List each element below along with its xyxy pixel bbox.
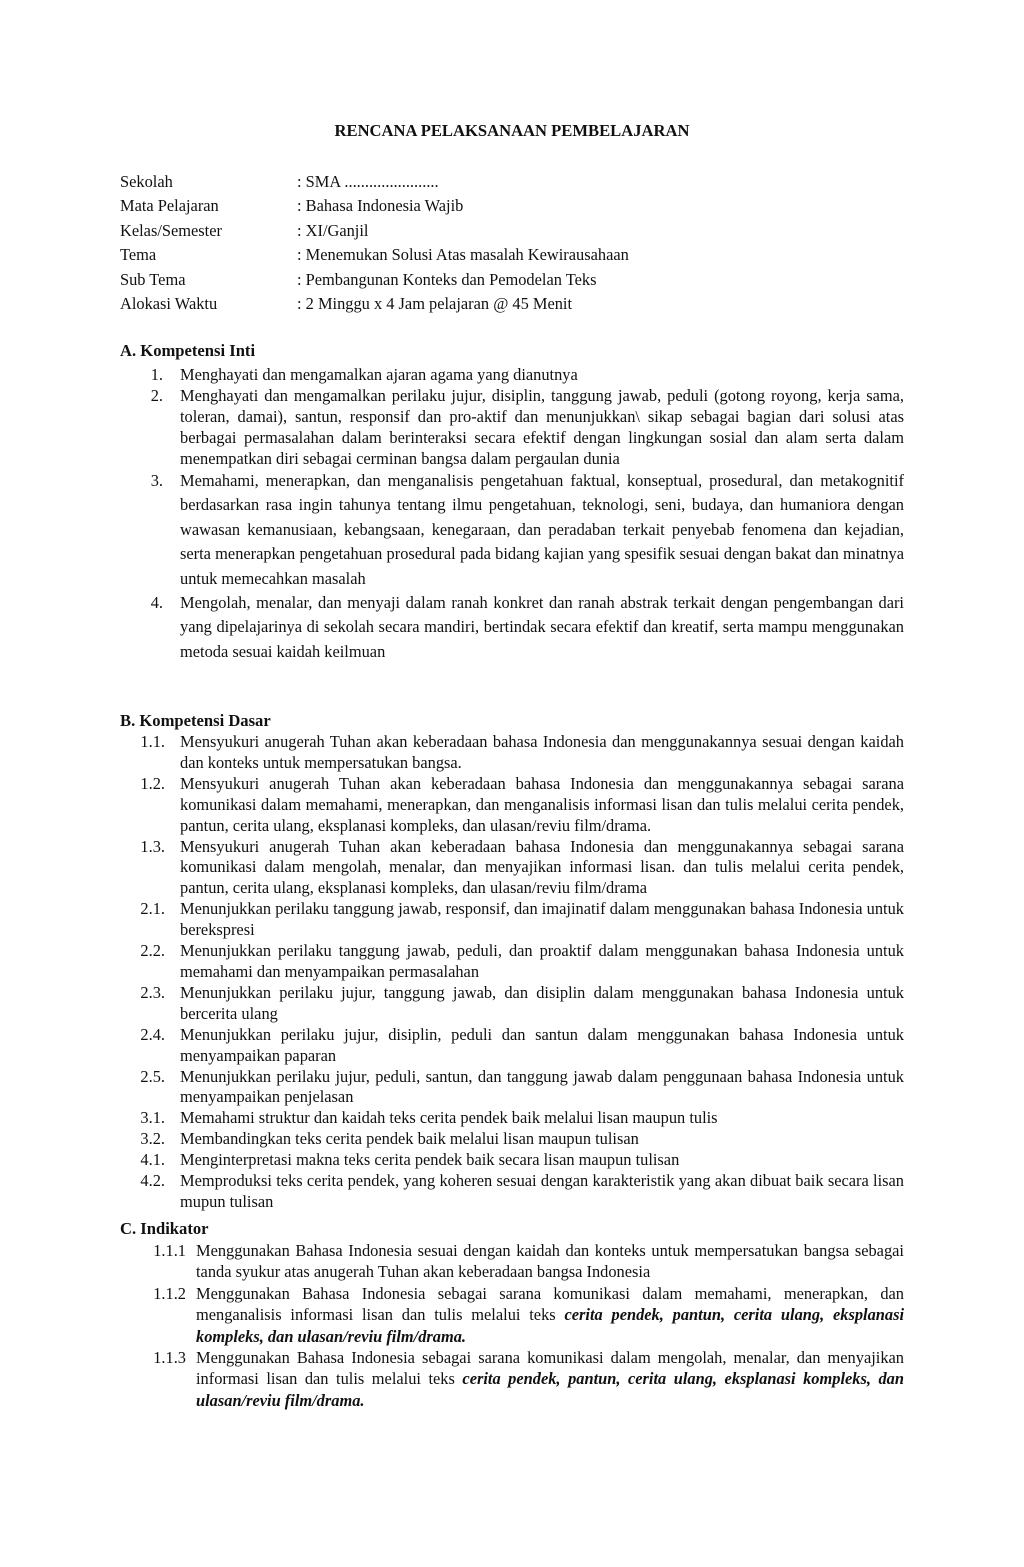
document-title: RENCANA PELAKSANAAN PEMBELAJARAN: [334, 121, 690, 140]
meta-row-sekolah: [120, 170, 629, 194]
list-item: [120, 899, 904, 941]
item-text: Memproduksi teks cerita pendek, yang koheren sesuai dengan karakteristik yang akan dibuat baik secara lisan mupun tulisan: [180, 1171, 904, 1211]
item-text: Menunjukkan perilaku tanggung jawab, responsif, dan imajinatif dalam menggunakan bahasa Indonesia untuk berekspresi: [180, 899, 904, 940]
item-number: 1.1.1: [153, 1241, 186, 1260]
list-item: [120, 1347, 904, 1411]
item-text: Memahami struktur dan kaidah teks cerita pendek baik melalui lisan maupun tulis: [180, 1108, 718, 1128]
meta-value: : XI/Ganjil: [297, 220, 369, 240]
item-text: Mensyukuri anugerah Tuhan akan keberadaan bahasa Indonesia dan menggunakannya sebagai sarana komunikasi dalam memahami, menerapkan, dan menganalisis informasi lisan dan tulis melalui cerita pendek, pantun, cerita ulang, eksplanasi kompleks, dan ulasan/reviu film/drama.: [180, 773, 904, 835]
list-item: [120, 1108, 904, 1129]
item-text: Mengolah, menalar, dan menyaji dalam ranah konkret dan ranah abstrak terkait dengan pengembangan dari yang dipelajarinya di sekolah secara mandiri, bertindak secara efektif dan kreatif, serta mampu menggunakan metoda sesuai kaidah keilmuan: [180, 593, 904, 661]
meta-row-alokasi-waktu: [120, 292, 629, 316]
meta-row-kelas-semester: [120, 219, 629, 243]
meta-label: Sekolah: [120, 172, 173, 191]
meta-label: Mata Pelajaran: [120, 196, 219, 216]
item-text: [196, 1240, 904, 1283]
list-item: [120, 364, 904, 385]
item-number: 1.1.2: [153, 1283, 186, 1303]
indikator-list: [120, 1240, 904, 1411]
section-heading-kompetensi-inti: A. Kompetensi Inti: [120, 341, 256, 360]
identity-table: [120, 170, 629, 316]
meta-value: : Bahasa Indonesia Wajib: [297, 196, 464, 216]
meta-label: Kelas/Semester: [120, 220, 222, 240]
item-text: Menunjukkan perilaku tanggung jawab, peduli, dan proaktif dalam menggunakan bahasa Indonesia untuk memahami dan menyampaikan permasalahan: [180, 941, 904, 981]
section-heading-kompetensi-dasar: B. Kompetensi Dasar: [120, 711, 271, 730]
item-text-plain: Menggunakan Bahasa Indonesia sebagai sarana komunikasi dalam mengolah, menalar, dan menyajikan informasi lisan dan tulis melalui teks: [196, 1348, 904, 1389]
item-number: 1.3.: [140, 836, 165, 856]
item-number: 4.: [150, 593, 163, 613]
meta-value: : Pembangunan Konteks dan Pemodelan Teks: [297, 269, 597, 289]
list-item: [120, 385, 904, 469]
meta-row-sub-tema: [120, 268, 629, 292]
item-number: 3.1.: [140, 1108, 165, 1128]
list-item: [120, 983, 904, 1025]
list-item: [120, 591, 904, 664]
meta-label: Sub Tema: [120, 269, 186, 289]
list-item: [120, 774, 904, 837]
kompetensi-dasar-list: [120, 732, 904, 1213]
item-text-emphasis: cerita pendek, pantun, cerita ulang, eksplanasi kompleks, dan ulasan/reviu film/drama.: [196, 1305, 905, 1346]
item-text: Menunjukkan perilaku jujur, tanggung jawab, dan disiplin dalam menggunakan bahasa Indonesia untuk bercerita ulang: [180, 982, 904, 1023]
item-number: 4.2.: [140, 1171, 165, 1191]
item-number: 2.4.: [140, 1024, 165, 1044]
item-text: [196, 1347, 904, 1411]
item-text: Mensyukuri anugerah Tuhan akan keberadaan bahasa Indonesia dan menggunakannya sebagai sarana komunikasi dalam mengolah, menalar, dan menyajikan informasi lisan. dan tulis melalui cerita pendek, pantun, cerita ulang, eksplanasi kompleks, dan ulasan/reviu film/drama: [180, 836, 904, 898]
item-number: 3.: [150, 471, 163, 490]
item-text: Menginterpretasi makna teks cerita pendek baik secara lisan maupun tulisan: [180, 1150, 680, 1170]
item-number: 2.5.: [140, 1066, 165, 1086]
item-text: Memahami, menerapkan, dan menganalisis pengetahuan faktual, konseptual, prosedural, dan metakognitif berdasarkan rasa ingin tahunya tentang ilmu pengetahuan, teknologi, seni, budaya, dan humaniora dengan wawasan kemanusiaan, kebangsaan, kenegaraan, dan peradaban terkait penyebab fenomena dan kejadian, serta menerapkan pengetahuan prosedural pada bidang kajian yang spesifik sesuai dengan bakat dan minatnya untuk memecahkan masalah: [180, 471, 904, 588]
item-number: 1.1.: [140, 732, 165, 751]
item-number: 1.2.: [140, 773, 165, 793]
list-item: [120, 1129, 904, 1150]
section-heading-indikator: C. Indikator: [120, 1219, 209, 1238]
list-item: [120, 732, 904, 774]
list-item: [120, 1240, 904, 1283]
item-number: 1.1.3: [153, 1348, 186, 1368]
list-item: [120, 1150, 904, 1171]
item-text: Menunjukkan perilaku jujur, disiplin, peduli dan santun dalam menggunakan bahasa Indonesia untuk menyampaikan paparan: [180, 1024, 904, 1065]
meta-row-mata-pelajaran: [120, 194, 629, 218]
item-text-plain: Menggunakan Bahasa Indonesia sebagai sarana komunikasi dalam memahami, menerapkan, dan menganalisis informasi lisan dan tulis melalui teks: [196, 1283, 904, 1325]
kompetensi-inti-list: [120, 364, 904, 664]
item-text: Menghayati dan mengamalkan ajaran agama yang dianutnya: [180, 365, 578, 384]
list-item: [120, 469, 904, 591]
item-text: Menghayati dan mengamalkan perilaku jujur, disiplin, tanggung jawab, peduli (gotong royong, kerja sama, toleran, damai), santun, responsif dan pro-aktif dan menunjukkan\ sikap sebagai bagian dari solusi atas berbagai permasalahan dalam berinteraksi secara efektif dengan lingkungan sosial dan alam serta dalam menempatkan diri sebagai cerminan bangsa dalam pergaulan dunia: [180, 386, 904, 468]
meta-label: Alokasi Waktu: [120, 293, 218, 313]
meta-label: Tema: [120, 245, 157, 265]
item-number: 2.1.: [140, 899, 165, 919]
list-item: [120, 1025, 904, 1067]
list-item: [120, 1067, 904, 1109]
item-text-plain: Menggunakan Bahasa Indonesia sesuai dengan kaidah dan konteks untuk mempersatukan bangsa sebagai tanda syukur atas anugerah Tuhan akan keberadaan bangsa Indonesia: [196, 1241, 904, 1282]
meta-value: : SMA .......................: [297, 172, 439, 191]
list-item: [120, 1283, 904, 1347]
item-number: 2.3.: [140, 982, 165, 1002]
list-item: [120, 837, 904, 900]
item-number: 2.2.: [140, 941, 165, 961]
item-number: 1.: [150, 365, 163, 384]
item-text: Menunjukkan perilaku jujur, peduli, santun, dan tanggung jawab dalam penggunaan bahasa Indonesia untuk menyampaikan penjelasan: [180, 1066, 904, 1107]
meta-value: : Menemukan Solusi Atas masalah Kewirausahaan: [297, 245, 629, 265]
item-number: 2.: [150, 386, 163, 405]
list-item: [120, 1171, 904, 1213]
item-text: [196, 1283, 904, 1347]
item-text-emphasis: cerita pendek, pantun, cerita ulang, eksplanasi kompleks, dan ulasan/reviu film/drama.: [196, 1369, 904, 1410]
item-text: Membandingkan teks cerita pendek baik melalui lisan maupun tulisan: [180, 1129, 639, 1149]
item-text: Mensyukuri anugerah Tuhan akan keberadaan bahasa Indonesia dan menggunakannya sesuai dengan kaidah dan konteks untuk mempersatukan bangsa.: [180, 732, 904, 772]
meta-value: : 2 Minggu x 4 Jam pelajaran @ 45 Menit: [297, 293, 573, 313]
meta-row-tema: [120, 243, 629, 267]
item-number: 3.2.: [140, 1129, 165, 1149]
list-item: [120, 941, 904, 983]
item-number: 4.1.: [140, 1150, 165, 1170]
